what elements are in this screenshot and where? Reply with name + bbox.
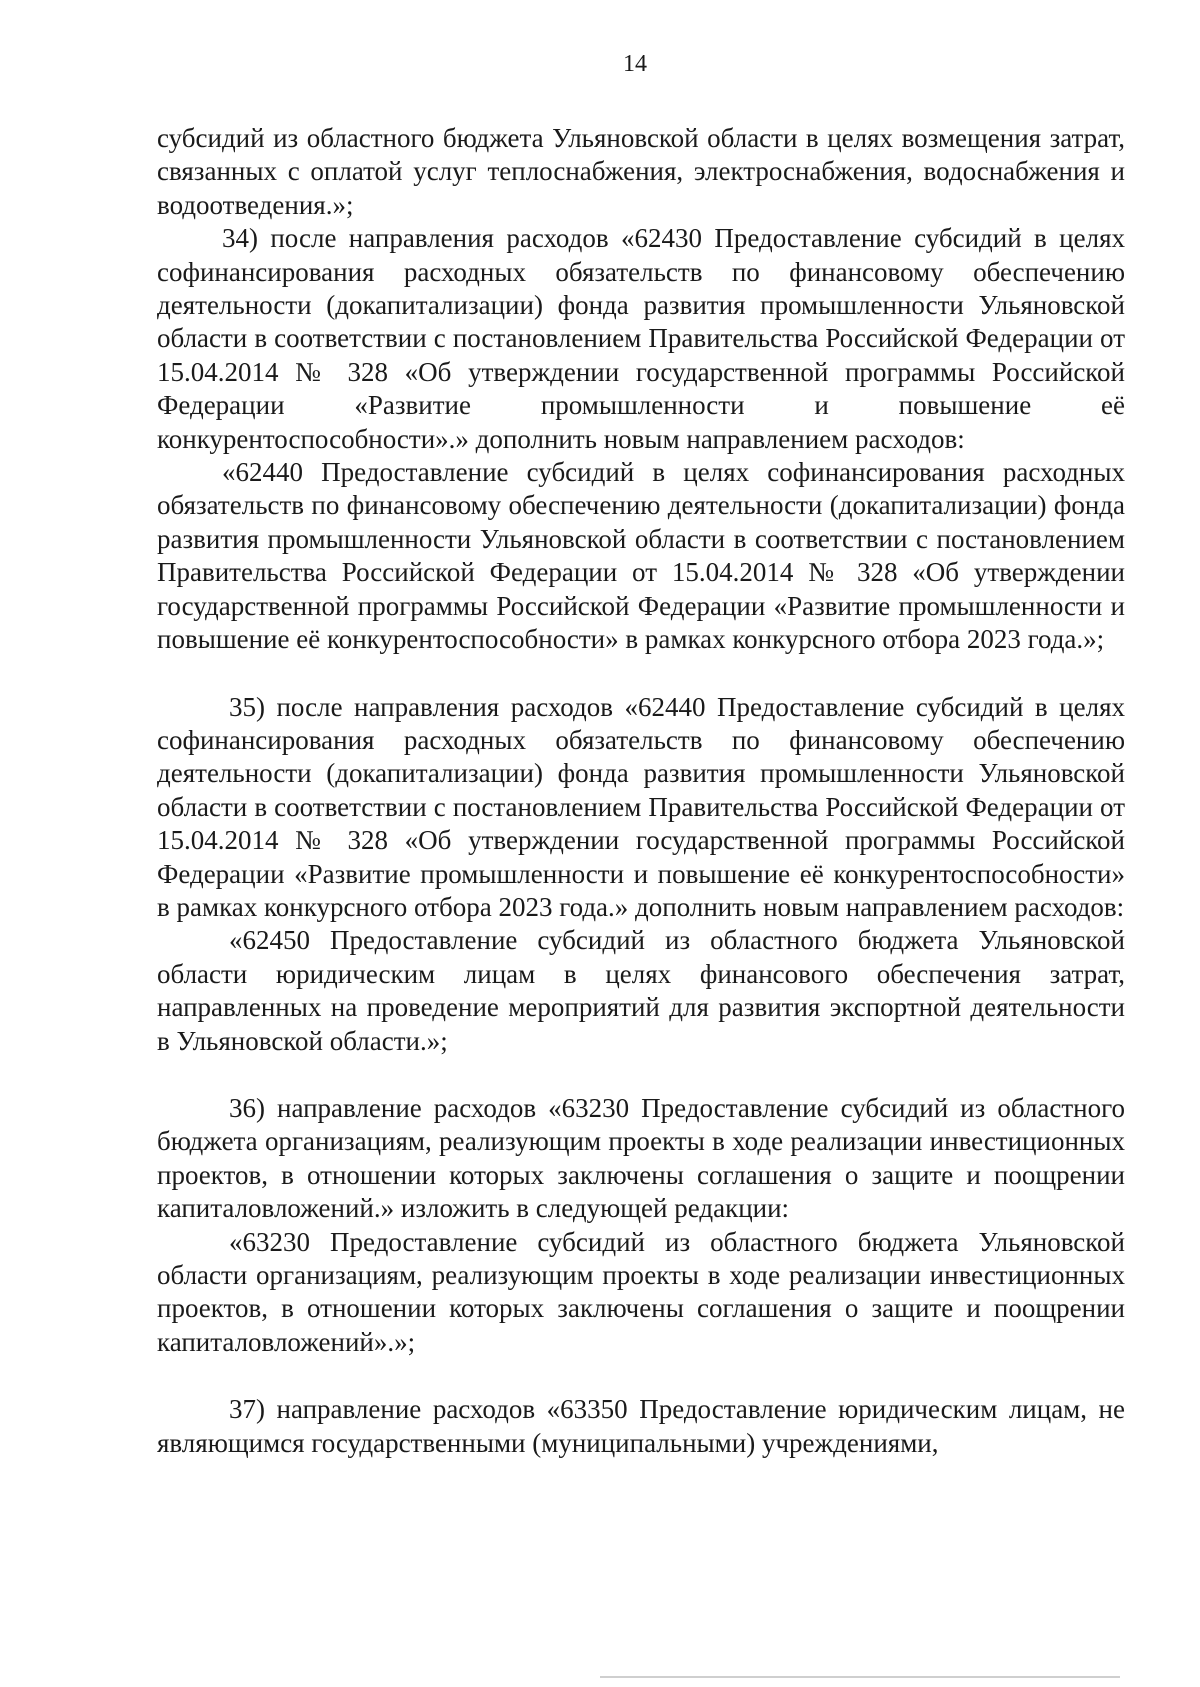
paragraph-continuation: субсидий из областного бюджета Ульяновской области в целях возмещения затрат, связанных с оплатой услуг теплоснабжения, электроснабжения, водоснабжения и водоотведения.»; <box>157 123 1125 220</box>
paragraph-gap <box>157 657 1125 691</box>
paragraph-item-36-quote: «63230 Предоставление субсидий из областного бюджета Ульяновской области организациям, реализующим проекты в ходе реализации инвестиционных проектов, в отношении которых заключены соглашения о защите и поощрении капиталовложений».»; <box>157 1226 1125 1357</box>
page-number: 14 <box>623 51 647 77</box>
paragraph-item-35-quote: «62450 Предоставление субсидий из областного бюджета Ульяновской области юридическим лицам в целях финансового обеспечения затрат, направленных на проведение мероприятий для развития экспортной деятельности в Ульяновской области.»; <box>157 925 1125 1056</box>
paragraph-item-35: 35) после направления расходов «62440 Предоставление субсидий в целях софинансирования расходных обязательств по финансовому обеспечению деятельности (докапитализации) фонда развития промышленности Ульяновской области в соответствии с постановлением Правительства Российской Федерации от 15.04.2014 № 328 «Об утверждении государственной программы Российской Федерации «Развитие промышленности и повышение её конкурентоспособности» в рамках конкурсного отбора 2023 года.» дополнить новым направлением расходов: <box>157 691 1125 922</box>
scan-edge-line <box>600 1676 1120 1678</box>
paragraph-item-34-quote: «62440 Предоставление субсидий в целях софинансирования расходных обязательств по финансовому обеспечению деятельности (докапитализации) фонда развития промышленности Ульяновской области в соответствии с постановлением Правительства Российской Федерации от 15.04.2014 № 328 «Об утверждении государственной программы Российской Федерации «Развитие промышленности и повышение её конкурентоспособности» в рамках конкурсного отбора 2023 года.»; <box>157 457 1125 655</box>
paragraph-gap <box>157 1058 1125 1092</box>
paragraph-item-36: 36) направление расходов «63230 Предоставление субсидий из областного бюджета организациям, реализующим проекты в ходе реализации инвестиционных проектов, в отношении которых заключены соглашения о защите и поощрении капиталовложений.» изложить в следующей редакции: <box>157 1092 1125 1224</box>
paragraph-gap <box>157 1359 1125 1393</box>
paragraph-item-34: 34) после направления расходов «62430 Предоставление субсидий в целях софинансирования расходных обязательств по финансовому обеспечению деятельности (докапитализации) фонда развития промышленности Ульяновской области в соответствии с постановлением Правительства Российской Федерации от 15.04.2014 № 328 «Об утверждении государственной программы Российской Федерации «Развитие промышленности и повышение её конкурентоспособности».» дополнить новым направлением расходов: <box>157 223 1125 454</box>
paragraph-item-37: 37) направление расходов «63350 Предоставление юридическим лицам, не являющимся государственными (муниципальными) учреждениями, <box>157 1394 1125 1458</box>
